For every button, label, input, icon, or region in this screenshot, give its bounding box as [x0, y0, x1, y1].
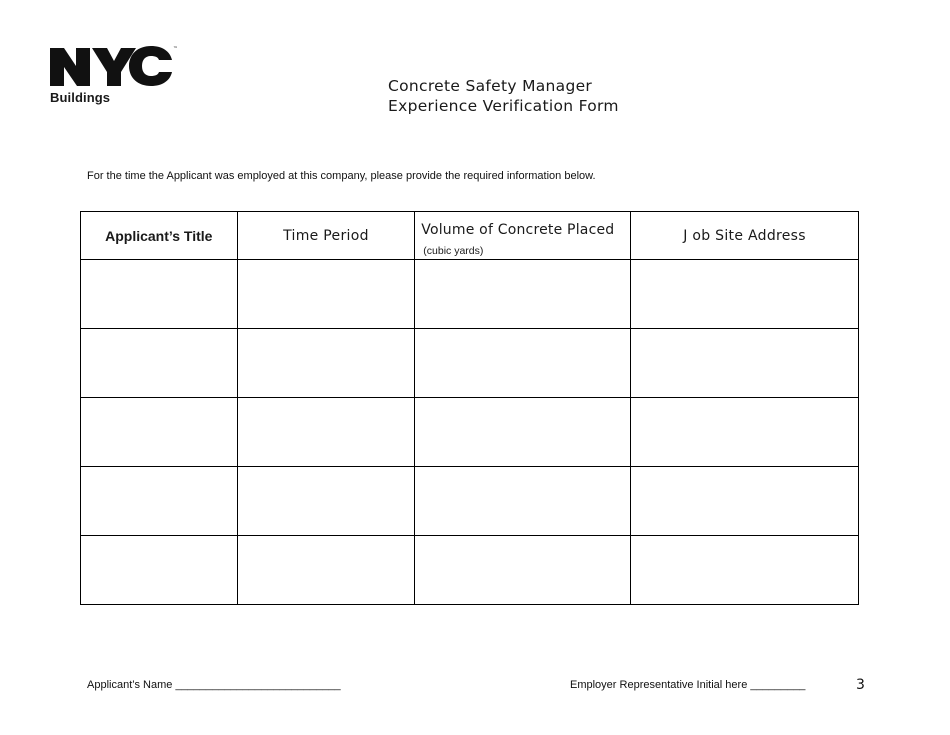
cell-job-site-address[interactable] — [631, 260, 859, 329]
cell-volume[interactable] — [415, 536, 631, 605]
form-title — [388, 76, 619, 116]
logo-subtitle: Buildings — [50, 90, 111, 105]
table-header-row — [81, 212, 859, 260]
cell-applicant-title[interactable] — [81, 467, 238, 536]
applicant-name-field[interactable]: Applicant’s Name ___________________________ — [87, 679, 341, 691]
cell-applicant-title[interactable] — [81, 329, 238, 398]
cell-applicant-title[interactable] — [81, 260, 238, 329]
nyc-logo-icon — [48, 44, 178, 88]
page-number: 3 — [856, 677, 865, 693]
table-row — [81, 260, 859, 329]
header-time-period: Time Period — [237, 212, 415, 260]
cell-time-period[interactable] — [237, 467, 415, 536]
cell-job-site-address[interactable] — [631, 398, 859, 467]
form-title-line2: Experience Verification Form — [388, 97, 619, 115]
table-row — [81, 329, 859, 398]
header-applicant-title: Applicant’s Title — [81, 212, 238, 260]
cell-time-period[interactable] — [237, 398, 415, 467]
cell-job-site-address[interactable] — [631, 329, 859, 398]
cell-volume[interactable] — [415, 398, 631, 467]
cell-time-period[interactable] — [237, 536, 415, 605]
header-volume-unit: (cubic yards) — [423, 245, 484, 257]
cell-job-site-address[interactable] — [631, 467, 859, 536]
header-volume — [415, 212, 631, 260]
experience-table — [80, 211, 859, 605]
header-job-site-address: J ob Site Address — [631, 212, 859, 260]
cell-applicant-title[interactable] — [81, 398, 238, 467]
cell-time-period[interactable] — [237, 260, 415, 329]
table-row — [81, 536, 859, 605]
cell-volume[interactable] — [415, 467, 631, 536]
header-volume-label: Volume of Concrete Placed — [421, 221, 615, 238]
employer-initial-field[interactable]: Employer Representative Initial here _________ — [570, 679, 806, 691]
cell-job-site-address[interactable] — [631, 536, 859, 605]
cell-applicant-title[interactable] — [81, 536, 238, 605]
table-row — [81, 467, 859, 536]
svg-text:™: ™ — [173, 46, 178, 52]
cell-volume[interactable] — [415, 329, 631, 398]
instructions-text: For the time the Applicant was employed at this company, please provide the required information below. — [87, 170, 596, 182]
form-title-line1: Concrete Safety Manager — [388, 77, 593, 95]
table-row — [81, 398, 859, 467]
cell-time-period[interactable] — [237, 329, 415, 398]
cell-volume[interactable] — [415, 260, 631, 329]
